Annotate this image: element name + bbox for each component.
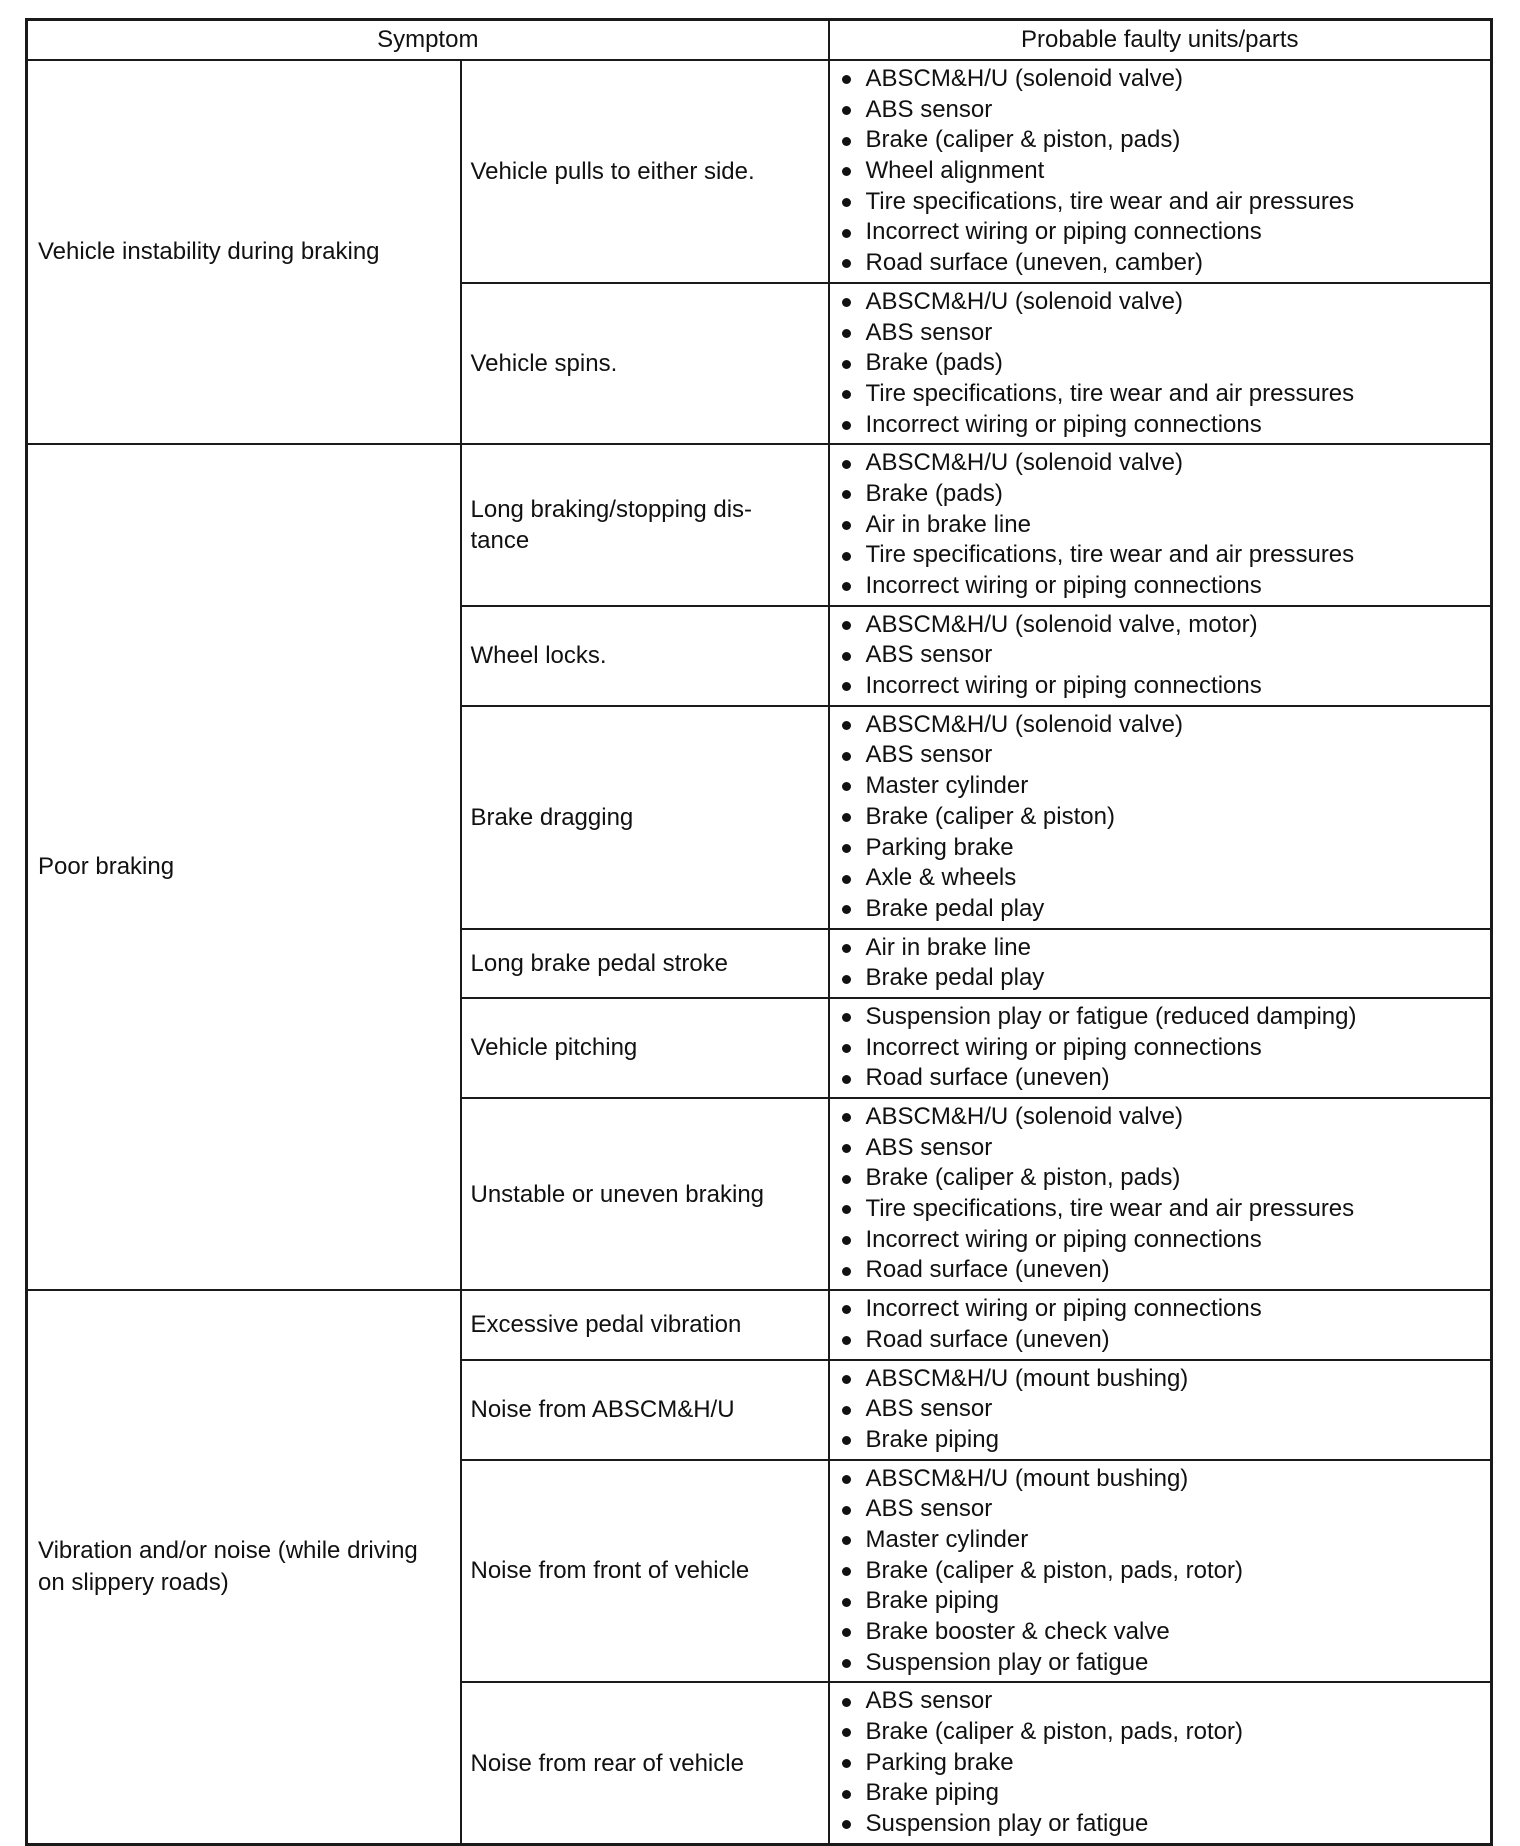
parts-list-item: ABSCM&H/U (solenoid valve) — [830, 1102, 1491, 1133]
table-row — [27, 1290, 1492, 1359]
parts-list — [830, 1361, 1491, 1459]
symptom-detail-cell — [461, 998, 829, 1098]
parts-list — [830, 1461, 1491, 1682]
parts-list-item: Brake (caliper & piston, pads, rotor) — [830, 1717, 1491, 1748]
table-header — [27, 20, 1492, 61]
parts-list-item: Master cylinder — [830, 1525, 1491, 1556]
parts-list-item: Road surface (uneven) — [830, 1063, 1491, 1094]
parts-list-item: Incorrect wiring or piping connections — [830, 1033, 1491, 1064]
parts-list — [830, 284, 1491, 443]
parts-list-item: ABS sensor — [830, 1494, 1491, 1525]
header-row — [27, 20, 1492, 61]
table-body — [27, 60, 1492, 1844]
probable-parts-cell — [829, 998, 1492, 1098]
parts-list — [830, 607, 1491, 705]
symptom-group-cell — [27, 444, 461, 1290]
parts-list-item: Air in brake line — [830, 933, 1491, 964]
parts-list-item: Tire specifications, tire wear and air pressures — [830, 379, 1491, 410]
parts-list-item: ABS sensor — [830, 1133, 1491, 1164]
symptom-detail-label: Unstable or uneven braking — [470, 1180, 765, 1208]
parts-list-item: Suspension play or fatigue — [830, 1809, 1491, 1840]
parts-list-item: Road surface (uneven, camber) — [830, 248, 1491, 279]
parts-list-item: Parking brake — [830, 833, 1491, 864]
parts-list — [830, 930, 1491, 997]
parts-list-item: Brake piping — [830, 1778, 1491, 1809]
table-row — [27, 60, 1492, 283]
symptom-detail-label: Excessive pedal vibration — [470, 1311, 742, 1339]
parts-list-item: ABS sensor — [830, 1394, 1491, 1425]
probable-parts-cell — [829, 1290, 1492, 1359]
parts-list-item: Brake booster & check valve — [830, 1617, 1491, 1648]
table-row — [27, 444, 1492, 605]
parts-list-item: Incorrect wiring or piping connections — [830, 1225, 1491, 1256]
symptom-detail-cell — [461, 1290, 829, 1359]
parts-list-item: ABSCM&H/U (mount bushing) — [830, 1364, 1491, 1395]
parts-list-item: Brake piping — [830, 1586, 1491, 1617]
symptom-group-label: Vehicle instability during braking — [38, 238, 380, 266]
parts-list-item: Tire specifications, tire wear and air pressures — [830, 1194, 1491, 1225]
parts-list-item: Incorrect wiring or piping connections — [830, 217, 1491, 248]
parts-list-item: ABS sensor — [830, 740, 1491, 771]
parts-list-item: ABSCM&H/U (solenoid valve) — [830, 287, 1491, 318]
symptom-detail-cell — [461, 1360, 829, 1460]
probable-parts-cell — [829, 606, 1492, 706]
symptom-detail-label: Brake dragging — [470, 803, 634, 831]
parts-list — [830, 445, 1491, 604]
symptom-detail-cell — [461, 444, 829, 605]
symptom-detail-label: Noise from front of vehicle — [470, 1557, 750, 1585]
parts-list-item: Master cylinder — [830, 771, 1491, 802]
parts-list-item: Brake piping — [830, 1425, 1491, 1456]
parts-list-item: Wheel alignment — [830, 156, 1491, 187]
probable-parts-cell — [829, 1360, 1492, 1460]
parts-list-item: Brake (caliper & piston, pads, rotor) — [830, 1556, 1491, 1587]
symptom-detail-cell — [461, 1460, 829, 1683]
symptom-detail-cell — [461, 706, 829, 929]
parts-list-item: Road surface (uneven) — [830, 1325, 1491, 1356]
probable-parts-cell — [829, 929, 1492, 998]
symptom-detail-cell — [461, 929, 829, 998]
symptom-group-label: Poor braking — [38, 853, 175, 881]
parts-list-item: Incorrect wiring or piping connections — [830, 1294, 1491, 1325]
parts-list-item: Brake pedal play — [830, 894, 1491, 925]
probable-faulty-parts-header: Probable faulty units/parts — [829, 20, 1492, 61]
parts-list-item: Brake (pads) — [830, 479, 1491, 510]
parts-list-item: ABS sensor — [830, 318, 1491, 349]
parts-list — [830, 61, 1491, 282]
troubleshooting-table — [25, 18, 1493, 1846]
parts-list-item: Suspension play or fatigue (reduced damping) — [830, 1002, 1491, 1033]
symptom-detail-cell — [461, 1098, 829, 1290]
symptom-header: Symptom — [27, 20, 829, 61]
symptom-detail-label: Wheel locks. — [470, 642, 607, 670]
symptom-detail-cell — [461, 1682, 829, 1844]
parts-list-item: ABSCM&H/U (solenoid valve) — [830, 64, 1491, 95]
symptom-group-label: Vibration and/or noise (while driving on slippery roads) — [38, 1536, 418, 1596]
parts-list-item: Brake (caliper & piston, pads) — [830, 125, 1491, 156]
parts-list — [830, 707, 1491, 928]
parts-list — [830, 1099, 1491, 1289]
parts-list-item: Suspension play or fatigue — [830, 1648, 1491, 1679]
symptom-detail-label: Long brake pedal stroke — [470, 949, 729, 977]
symptom-group-cell — [27, 60, 461, 444]
probable-parts-cell — [829, 444, 1492, 605]
parts-list-item: Brake (caliper & piston, pads) — [830, 1163, 1491, 1194]
parts-list-item: Axle & wheels — [830, 863, 1491, 894]
parts-list — [830, 1291, 1491, 1358]
symptom-detail-label: Long braking/stopping dis- tance — [470, 495, 753, 554]
symptom-detail-cell — [461, 60, 829, 283]
parts-list-item: ABSCM&H/U (solenoid valve) — [830, 448, 1491, 479]
parts-list-item: Incorrect wiring or piping connections — [830, 410, 1491, 441]
parts-list-item: Tire specifications, tire wear and air pressures — [830, 540, 1491, 571]
parts-list-item: ABS sensor — [830, 1686, 1491, 1717]
parts-list-item: ABS sensor — [830, 95, 1491, 126]
parts-list-item: Road surface (uneven) — [830, 1255, 1491, 1286]
parts-list-item: Incorrect wiring or piping connections — [830, 571, 1491, 602]
symptom-detail-label: Vehicle pitching — [470, 1034, 638, 1062]
parts-list-item: Air in brake line — [830, 510, 1491, 541]
symptom-detail-label: Noise from ABSCM&H/U — [470, 1396, 735, 1424]
parts-list-item: Brake pedal play — [830, 963, 1491, 994]
parts-list-item: ABSCM&H/U (solenoid valve, motor) — [830, 610, 1491, 641]
probable-parts-cell — [829, 60, 1492, 283]
parts-list-item: Tire specifications, tire wear and air pressures — [830, 187, 1491, 218]
parts-list-item: Incorrect wiring or piping connections — [830, 671, 1491, 702]
symptom-detail-cell — [461, 283, 829, 444]
parts-list-item: Brake (caliper & piston) — [830, 802, 1491, 833]
probable-parts-cell — [829, 1460, 1492, 1683]
symptom-group-cell — [27, 1290, 461, 1844]
parts-list-item: ABS sensor — [830, 640, 1491, 671]
symptom-detail-label: Vehicle spins. — [470, 350, 618, 378]
parts-list — [830, 999, 1491, 1097]
probable-parts-cell — [829, 283, 1492, 444]
symptom-detail-label: Vehicle pulls to either side. — [470, 157, 755, 185]
symptom-detail-cell — [461, 606, 829, 706]
parts-list-item: Brake (pads) — [830, 348, 1491, 379]
probable-parts-cell — [829, 706, 1492, 929]
symptom-detail-label: Noise from rear of vehicle — [470, 1749, 744, 1777]
parts-list — [830, 1683, 1491, 1842]
probable-parts-cell — [829, 1682, 1492, 1844]
parts-list-item: ABSCM&H/U (solenoid valve) — [830, 710, 1491, 741]
parts-list-item: Parking brake — [830, 1748, 1491, 1779]
probable-parts-cell — [829, 1098, 1492, 1290]
parts-list-item: ABSCM&H/U (mount bushing) — [830, 1464, 1491, 1495]
